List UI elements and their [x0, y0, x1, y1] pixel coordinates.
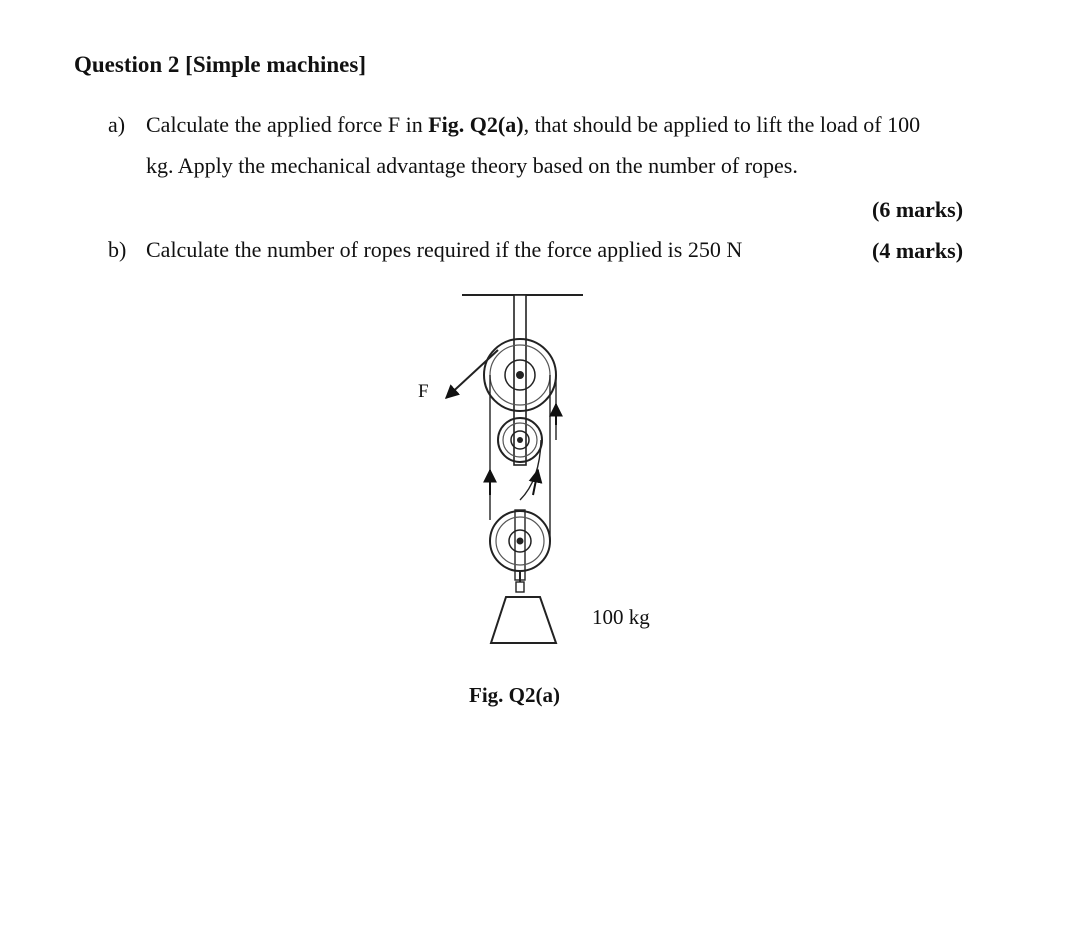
question-heading: Question 2 [Simple machines] — [74, 52, 366, 77]
force-label: F — [418, 381, 429, 402]
part-a-marks: (6 marks) — [872, 197, 964, 222]
part-a-text-after: , that should be applied to lift the load of 100 — [523, 112, 921, 137]
lower-pulley — [490, 510, 550, 580]
load-block — [491, 597, 556, 643]
load-label: 100 kg — [592, 605, 650, 629]
ropes — [446, 350, 556, 541]
figure-caption: Fig. Q2(a) — [469, 683, 560, 707]
part-b-label: b) — [108, 237, 127, 262]
part-a-line2: kg. Apply the mechanical advantage theory based on the number of ropes. — [146, 153, 798, 178]
part-a-text-before: Calculate the applied force F in — [146, 112, 429, 137]
part-b-text: Calculate the number of ropes required if the force applied is 250 N — [146, 237, 743, 262]
part-b-marks: (4 marks) — [872, 238, 964, 263]
part-a-label: a) — [108, 112, 126, 137]
part-a-figure-ref: Fig. Q2(a) — [428, 112, 524, 137]
